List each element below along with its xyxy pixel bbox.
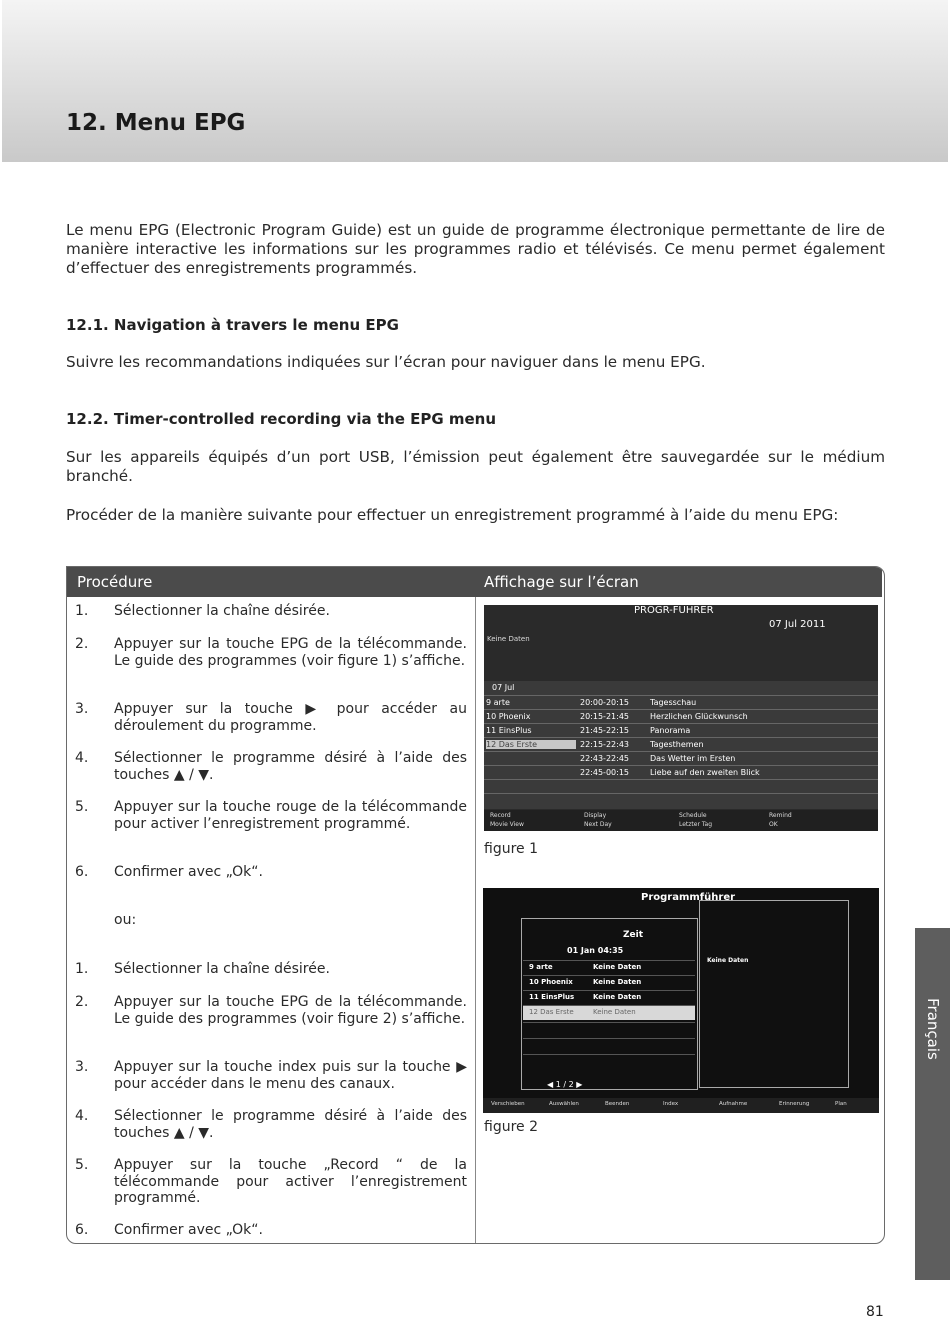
fig2-legend-item: Index xyxy=(663,1101,679,1107)
step-text: Sélectionner la chaîne désirée. xyxy=(114,603,330,619)
step-number: 3. xyxy=(75,701,89,717)
step-text: Appuyer sur la touche index puis sur la touche ▶ pour accéder dans le menu des canaux. xyxy=(114,1059,467,1092)
fig2-nodata: Keine Daten xyxy=(707,957,749,964)
fig1-channel: 10 Phoenix xyxy=(486,712,531,721)
figure-2-caption: figure 2 xyxy=(484,1119,538,1135)
fig1-legend-bar xyxy=(484,810,878,831)
fig1-legend-item: Display xyxy=(584,812,607,819)
fig2-legend-item: Plan xyxy=(835,1101,847,1107)
grid-line xyxy=(484,737,878,738)
step-b-1 xyxy=(75,961,467,978)
fig2-row-info: Keine Daten xyxy=(593,978,642,986)
fig1-legend-item: Letzter Tag xyxy=(679,821,713,828)
fig1-channel-selected: 12 Das Erste xyxy=(486,740,576,749)
grid-line xyxy=(484,709,878,710)
fig1-program: Das Wetter im Ersten xyxy=(650,754,736,763)
or-label: ou: xyxy=(114,912,137,928)
step-a-6 xyxy=(75,864,467,881)
step-b-6 xyxy=(75,1222,467,1239)
language-label: Français xyxy=(924,998,942,1060)
fig2-empty-row xyxy=(523,1054,695,1069)
step-text: Sélectionner le programme désiré à l’aide des touches ▲ / ▼. xyxy=(114,750,467,783)
fig1-program: Panorama xyxy=(650,726,691,735)
column-divider xyxy=(475,597,476,1244)
step-text: Appuyer sur la touche ▶ pour accéder au déroulement du programme. xyxy=(114,701,467,734)
fig1-time: 22:45-00:15 xyxy=(580,768,629,777)
step-text: Appuyer sur la touche EPG de la télécommande. Le guide des programmes (voir figure 2) s’affiche. xyxy=(114,994,467,1027)
fig2-row-info: Keine Daten xyxy=(593,963,642,971)
step-b-2 xyxy=(75,994,467,1027)
step-number: 2. xyxy=(75,636,89,652)
fig2-row-channel: 10 Phoenix xyxy=(529,978,573,986)
fig2-row-channel: 9 arte xyxy=(529,963,553,971)
fig1-day: 07 Jul xyxy=(492,683,515,692)
page-header xyxy=(2,0,948,162)
fig2-legend-item: Auswählen xyxy=(549,1101,579,1107)
step-number: 6. xyxy=(75,864,89,880)
step-text: Confirmer avec „Ok“. xyxy=(114,864,263,880)
fig1-legend-item: OK xyxy=(769,821,778,828)
section-121-text: Suivre les recommandations indiquées sur l’écran pour naviguer dans le menu EPG. xyxy=(66,353,706,371)
page-number: 81 xyxy=(866,1304,884,1320)
fig1-nodata: Keine Daten xyxy=(487,635,530,643)
grid-line xyxy=(484,779,878,780)
fig2-row-info: Keine Daten xyxy=(593,1008,636,1016)
grid-line xyxy=(484,751,878,752)
step-number: 5. xyxy=(75,799,89,815)
fig2-row-selected xyxy=(523,1005,695,1020)
fig2-row xyxy=(523,960,695,975)
fig2-empty-row xyxy=(523,1022,695,1037)
figure-1-screenshot xyxy=(484,605,878,831)
fig1-program: Tagesthemen xyxy=(650,740,704,749)
fig2-legend-item: Aufnahme xyxy=(719,1101,748,1107)
step-text: Appuyer sur la touche „Record “ de la télécommande pour activer l’enregistrement programmé. xyxy=(114,1157,467,1206)
step-a-1 xyxy=(75,603,467,620)
fig1-program: Tagesschau xyxy=(650,698,697,707)
step-a-3 xyxy=(75,701,467,734)
step-number: 1. xyxy=(75,603,89,619)
step-number: 5. xyxy=(75,1157,89,1173)
fig2-title: Programmführer xyxy=(641,892,736,903)
figure-2-screenshot xyxy=(483,888,879,1113)
step-a-5 xyxy=(75,799,467,832)
fig2-legend-bar xyxy=(483,1098,879,1113)
fig2-row xyxy=(523,990,695,1005)
page-title: 12. Menu EPG xyxy=(66,110,246,136)
fig2-empty-row xyxy=(523,1038,695,1053)
step-number: 6. xyxy=(75,1222,89,1238)
fig1-program: Liebe auf den zweiten Blick xyxy=(650,768,760,777)
step-text: Appuyer sur la touche EPG de la télécommande. Le guide des programmes (voir figure 1) s’affiche. xyxy=(114,636,467,669)
fig2-legend-item: Verschieben xyxy=(491,1101,525,1107)
figure-1-caption: figure 1 xyxy=(484,841,538,857)
fig1-time: 22:15-22:43 xyxy=(580,740,629,749)
fig2-legend-item: Erinnerung xyxy=(779,1101,810,1107)
fig1-legend-item: Next Day xyxy=(584,821,612,828)
fig2-row-info: Keine Daten xyxy=(593,993,642,1001)
table-header-screen: Affichage sur l’écran xyxy=(476,567,882,597)
fig2-datetime: 01 Jan 04:35 xyxy=(567,946,624,955)
step-text: Sélectionner le programme désiré à l’aide des touches ▲ / ▼. xyxy=(114,1108,467,1141)
fig2-zeit: Zeit xyxy=(623,930,644,940)
fig2-legend-item: Beenden xyxy=(605,1101,630,1107)
table-header-procedure: Procédure xyxy=(67,567,484,597)
fig2-pager: ◀ 1 / 2 ▶ xyxy=(547,1080,583,1089)
step-number: 4. xyxy=(75,750,89,766)
step-text: Confirmer avec „Ok“. xyxy=(114,1222,263,1238)
fig2-row-channel: 12 Das Erste xyxy=(529,1008,574,1016)
step-number: 2. xyxy=(75,994,89,1010)
fig2-row xyxy=(523,975,695,990)
step-b-3 xyxy=(75,1059,467,1092)
language-side-tab xyxy=(915,928,950,1280)
step-a-4 xyxy=(75,750,467,783)
section-122-text2: Procéder de la manière suivante pour effectuer un enregistrement programmé à l’aide du menu EPG: xyxy=(66,506,839,524)
fig1-title: PROGR-FUHRER xyxy=(634,605,714,616)
fig1-time: 20:15-21:45 xyxy=(580,712,629,721)
grid-line xyxy=(484,723,878,724)
fig1-date: 07 Jul 2011 xyxy=(769,619,826,630)
fig1-time: 21:45-22:15 xyxy=(580,726,629,735)
section-122-heading: 12.2. Timer-controlled recording via the EPG menu xyxy=(66,410,497,428)
step-b-4 xyxy=(75,1108,467,1141)
grid-line xyxy=(484,695,878,696)
fig1-channel: 9 arte xyxy=(486,698,510,707)
fig2-info-panel xyxy=(699,900,849,1088)
intro-paragraph: Le menu EPG (Electronic Program Guide) est un guide de programme électronique permettante de lire de manière interactive les informations sur les programmes radio et télévisés. Ce menu permet également d’effectuer des enregistrements programmés. xyxy=(66,221,885,277)
fig1-legend-item: Schedule xyxy=(679,812,707,819)
step-number: 4. xyxy=(75,1108,89,1124)
grid-line xyxy=(484,765,878,766)
fig1-legend-item: Movie View xyxy=(490,821,524,828)
step-a-2 xyxy=(75,636,467,669)
step-b-5 xyxy=(75,1157,467,1207)
grid-line xyxy=(484,793,878,794)
fig1-legend-item: Record xyxy=(490,812,511,819)
fig1-program: Herzlichen Glückwunsch xyxy=(650,712,748,721)
step-text: Sélectionner la chaîne désirée. xyxy=(114,961,330,977)
fig1-legend-item: Remind xyxy=(769,812,792,819)
fig1-time: 22:43-22:45 xyxy=(580,754,629,763)
step-number: 3. xyxy=(75,1059,89,1075)
section-122-text1: Sur les appareils équipés d’un port USB, l’émission peut également être sauvegardée sur le médium branché. xyxy=(66,448,885,485)
fig1-channel: 11 EinsPlus xyxy=(486,726,532,735)
step-text: Appuyer sur la touche rouge de la télécommande pour activer l’enregistrement programmé. xyxy=(114,799,467,832)
step-number: 1. xyxy=(75,961,89,977)
section-121-heading: 12.1. Navigation à travers le menu EPG xyxy=(66,316,399,334)
procedure-table xyxy=(66,566,885,1244)
fig2-row-channel: 11 EinsPlus xyxy=(529,993,575,1001)
fig1-time: 20:00-20:15 xyxy=(580,698,629,707)
